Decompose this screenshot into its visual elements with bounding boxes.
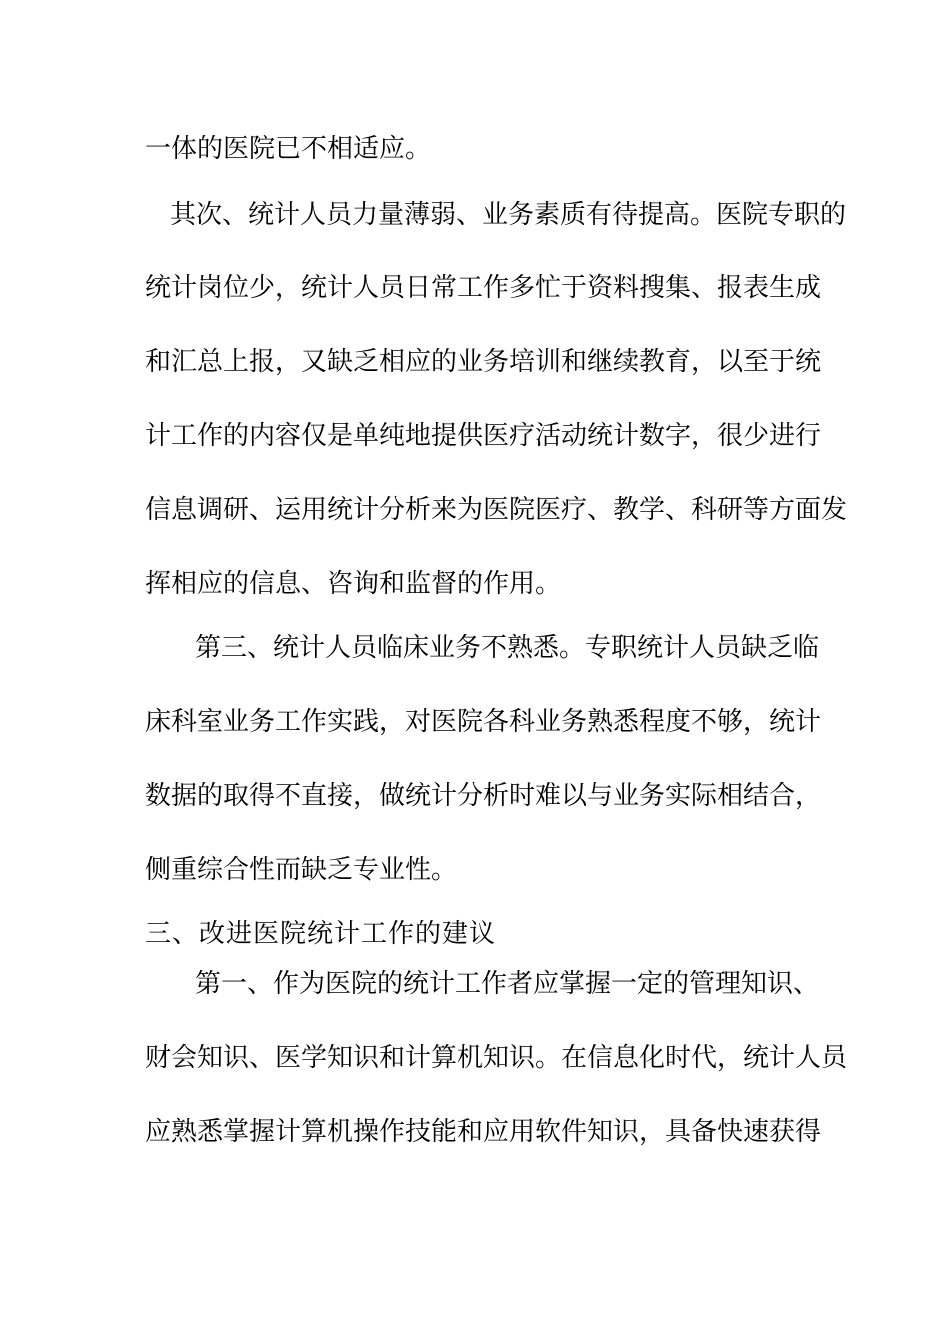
text-line: 侧重综合性而缺乏专业性。	[145, 855, 458, 885]
text-line: 统计岗位少，统计人员日常工作多忙于资料搜集、报表生成	[145, 273, 822, 303]
text-line: 床科室业务工作实践，对医院各科业务熟悉程度不够，统计	[145, 707, 822, 737]
text-line: 挥相应的信息、咨询和监督的作用。	[145, 569, 562, 599]
text-line: 计工作的内容仅是单纯地提供医疗活动统计数字，很少进行	[145, 421, 822, 451]
text-line: 第三、统计人员临床业务不熟悉。专职统计人员缺乏临	[195, 633, 820, 663]
text-line: 财会知识、医学知识和计算机知识。在信息化时代，统计人员	[145, 1043, 848, 1073]
text-line: 其次、统计人员力量薄弱、业务素质有待提高。医院专职的	[170, 200, 847, 230]
text-line: 和汇总上报，又缺乏相应的业务培训和继续教育，以至于统	[145, 347, 822, 377]
text-line: 一体的医院已不相适应。	[145, 134, 432, 164]
text-line: 第一、作为医院的统计工作者应掌握一定的管理知识、	[195, 969, 820, 999]
text-line: 应熟悉掌握计算机操作技能和应用软件知识，具备快速获得	[145, 1117, 822, 1147]
text-line: 数据的取得不直接，做统计分析时难以与业务实际相结合，	[145, 781, 822, 811]
text-line: 信息调研、运用统计分析来为医院医疗、教学、科研等方面发	[145, 495, 848, 525]
section-heading: 三、改进医院统计工作的建议	[145, 919, 497, 949]
